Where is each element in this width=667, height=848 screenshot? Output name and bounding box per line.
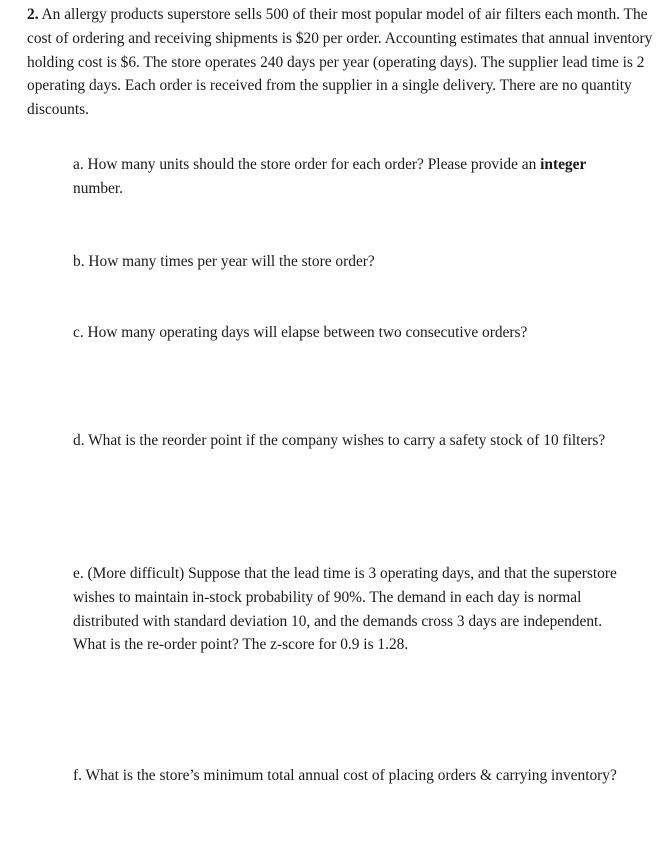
problem-text: An allergy products superstore sells 500 of their most popular model of air filters each month. The cost of ordering and receiving shipments is $20 per order. Accounting estimates that annual inventory holding cost is $6. The store operates 240 days per year (operating days). The supplier lead time is 2 operating days. Each order is received from the supplier in a single delivery. There are no quantity discounts. bbox=[27, 6, 653, 119]
question-b: b. How many times per year will the store order? bbox=[73, 253, 375, 270]
question-a bbox=[73, 153, 633, 201]
question-d: d. What is the reorder point if the company wishes to carry a safety stock of 10 filters? bbox=[73, 432, 606, 449]
problem-number: 2. bbox=[27, 6, 39, 23]
question-a-text-after: number. bbox=[73, 179, 124, 197]
question-c: c. How many operating days will elapse between two consecutive orders? bbox=[73, 324, 528, 341]
question-a-bold-term: integer bbox=[540, 156, 587, 173]
problem-statement bbox=[27, 3, 657, 122]
question-e: e. (More difficult) Suppose that the lead time is 3 operating days, and that the superstore wishes to maintain in-stock probability of 90%. The demand in each day is normal distributed with standard deviation 10, and the demands cross 3 days are independent. What is the re-order point? The z-score for 0.9 is 1.28. bbox=[73, 565, 617, 654]
question-f: f. What is the store’s minimum total annual cost of placing orders & carrying inventory? bbox=[73, 767, 617, 784]
question-a-text-before: a. How many units should the store order for each order? Please provide an bbox=[73, 156, 541, 173]
